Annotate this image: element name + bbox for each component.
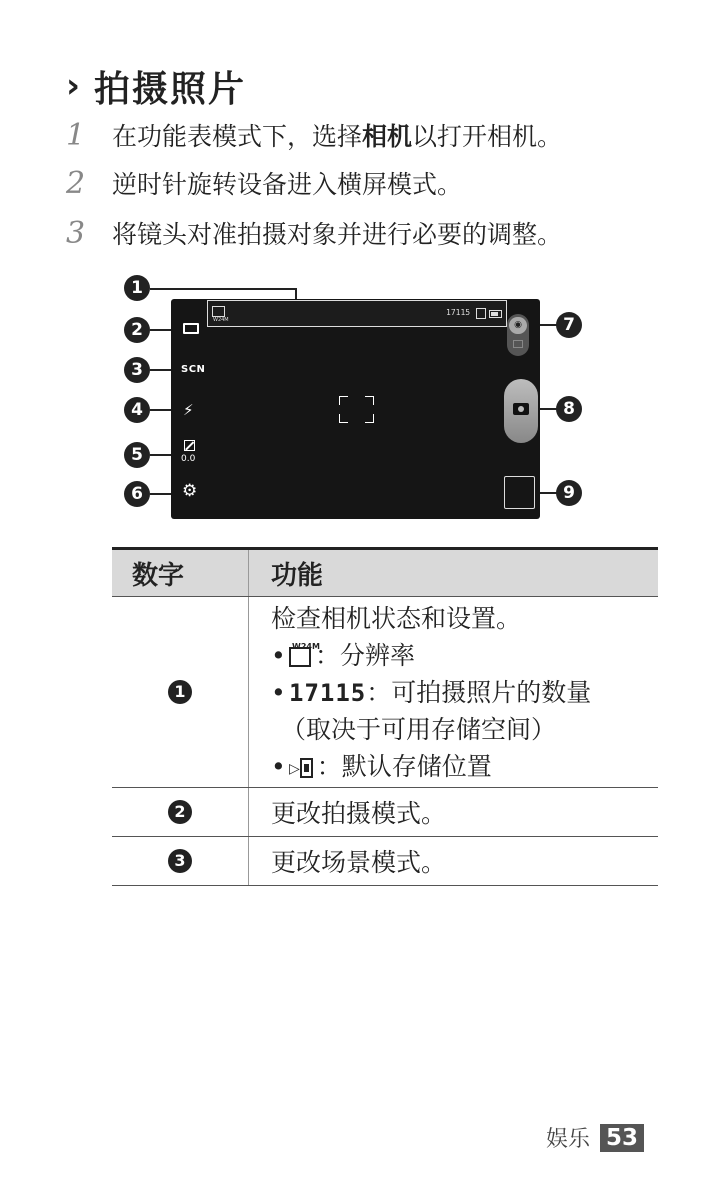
callout-4: 4 <box>124 397 150 423</box>
callout-7: 7 <box>556 312 582 338</box>
list-item: • W24M ：分辨率 <box>271 640 416 670</box>
header-function: 功能 <box>249 549 659 597</box>
step-number: 3 <box>66 215 86 251</box>
function-table <box>112 547 658 886</box>
flash-icon[interactable]: ⚡ <box>183 401 194 419</box>
heading-title: 拍摄照片 <box>94 68 247 110</box>
callout-3: 3 <box>124 357 150 383</box>
step-2 <box>66 163 462 203</box>
header-number: 数字 <box>112 549 249 597</box>
table-row <box>112 597 658 788</box>
resolution-icon: W24M <box>212 306 225 317</box>
photo-count: 17115 <box>289 678 367 707</box>
focus-frame <box>365 396 374 405</box>
step-1 <box>66 115 562 155</box>
section-name: 娱乐 <box>546 1127 591 1152</box>
row-number-cell <box>112 597 249 788</box>
photo-count: 17115 <box>446 308 471 317</box>
storage-icon <box>476 308 486 319</box>
focus-frame <box>339 396 348 405</box>
resolution-icon: W24M <box>289 647 311 667</box>
settings-icon[interactable]: ⚙ <box>182 481 198 501</box>
camera-screen <box>171 299 540 519</box>
step-3 <box>66 213 562 253</box>
camera-app-name: 相机 <box>362 122 413 151</box>
storage-icon <box>300 758 313 778</box>
camera-switch-icon[interactable] <box>507 314 529 356</box>
callout-5: 5 <box>124 442 150 468</box>
step-text: 在功能表模式下，选择相机以打开相机。 <box>112 122 563 151</box>
list-item: • 17115：可拍摄照片的数量 <box>271 677 592 707</box>
row-number: 1 <box>168 680 192 704</box>
exposure-value: 0.0 <box>181 454 196 464</box>
page-number: 53 <box>600 1124 644 1152</box>
battery-icon <box>489 310 502 318</box>
shooting-mode-icon[interactable] <box>183 323 199 334</box>
row-desc: 更改场景模式。 <box>249 837 659 886</box>
shutter-button[interactable] <box>504 379 538 443</box>
callout-1: 1 <box>124 275 150 301</box>
page-footer <box>546 1122 644 1153</box>
focus-frame <box>339 414 348 423</box>
video-mode-icon <box>513 340 523 348</box>
step-number: 2 <box>66 165 86 201</box>
list-item-continuation: （取决于可用存储空间） <box>281 714 557 744</box>
row-desc: 更改拍摄模式。 <box>249 788 659 837</box>
row-function-cell <box>249 597 659 788</box>
step-text: 逆时针旋转设备进入横屏模式。 <box>112 170 463 199</box>
row-desc: 检查相机状态和设置。 <box>271 603 522 633</box>
callout-9: 9 <box>556 480 582 506</box>
row-number: 3 <box>168 849 192 873</box>
row-number-cell <box>112 837 249 886</box>
table-row <box>112 788 658 837</box>
callout-line-1 <box>150 288 296 290</box>
table-row <box>112 837 658 886</box>
row-number: 2 <box>168 800 192 824</box>
camera-mode-knob: ◉ <box>509 317 527 334</box>
thumbnail-icon[interactable] <box>504 476 535 509</box>
table-header-row <box>112 549 658 597</box>
chevron-icon: › <box>66 66 81 106</box>
arrow-right-icon: ▷ <box>289 760 300 777</box>
shutter-icon <box>513 403 529 415</box>
focus-frame <box>365 414 374 423</box>
scene-icon[interactable]: SCN <box>181 364 206 375</box>
section-heading <box>66 62 246 110</box>
exposure-icon[interactable] <box>184 440 195 451</box>
step-text: 将镜头对准拍摄对象并进行必要的调整。 <box>112 220 563 249</box>
step-number: 1 <box>66 117 86 153</box>
callout-8: 8 <box>556 396 582 422</box>
callout-2: 2 <box>124 317 150 343</box>
list-item: • ▷ ：默认存储位置 <box>271 748 658 785</box>
row-number-cell <box>112 788 249 837</box>
camera-status-bar <box>207 300 507 327</box>
callout-6: 6 <box>124 481 150 507</box>
